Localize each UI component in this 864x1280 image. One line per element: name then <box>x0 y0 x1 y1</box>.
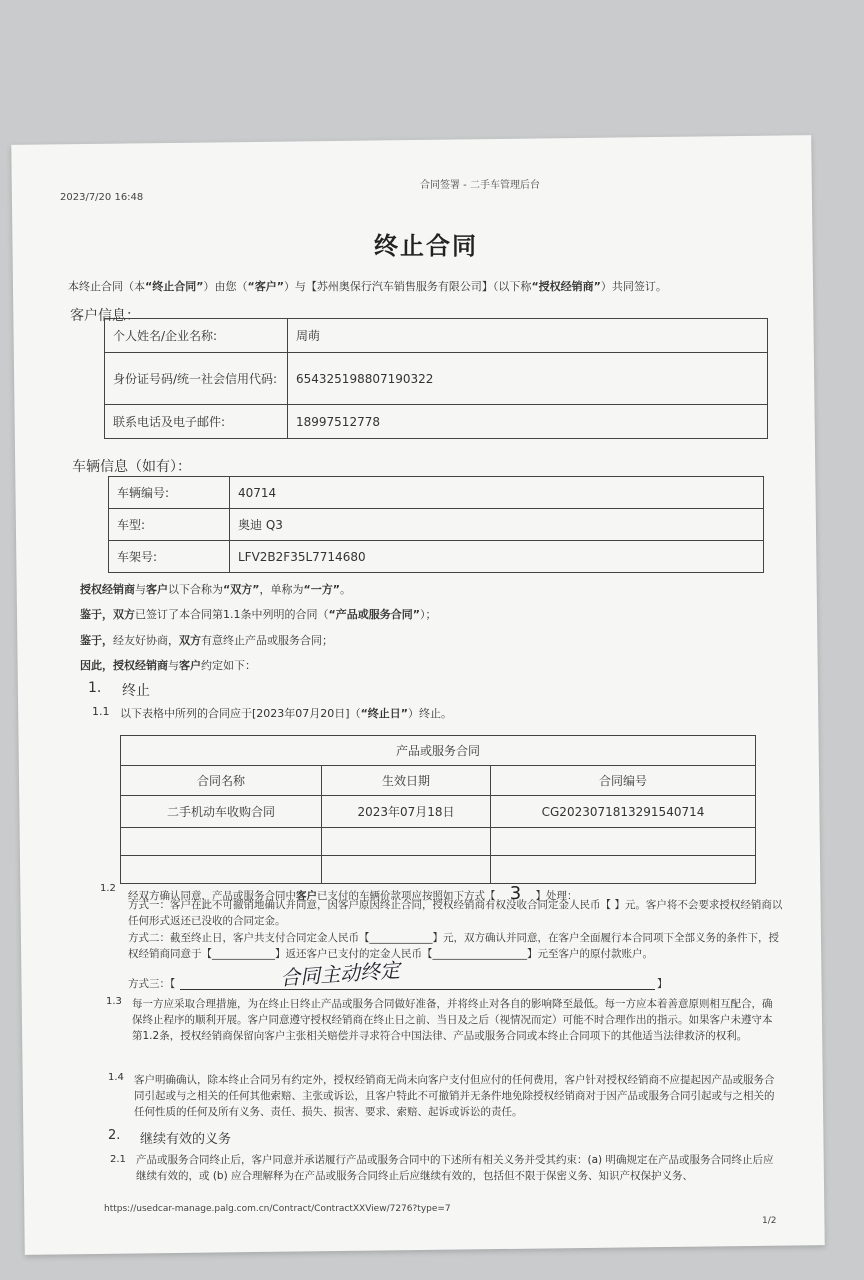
clause-1-2-method-1: 方式一：客户在此不可撤销地确认并同意，因客户原因终止合同，授权经销商有权没收合同定金人民币【 】元。客户将不会要求授权经销商以任何形式返还已没收的合同定金。 <box>128 899 783 927</box>
clause-1-2-method-3: 方式三：【 <box>128 978 176 990</box>
vehicle-value: LFV2B2F35L7714680 <box>230 541 764 573</box>
document-title: 终止合同 <box>374 232 478 260</box>
customer-label: 个人姓名/企业名称: <box>105 319 288 353</box>
recital-parties: 授权经销商与客户以下合称为“双方”，单称为“一方”。 <box>80 583 351 596</box>
contract-table-header-row <box>121 766 756 796</box>
table-cell <box>491 828 756 856</box>
contract-table-caption-row <box>121 736 756 766</box>
customer-info-heading: 客户信息： <box>70 308 140 324</box>
customer-label: 联系电话及电子邮件: <box>105 405 288 439</box>
clause-1-1-number: 1.1 <box>92 705 110 718</box>
vehicle-label: 车辆编号: <box>109 477 230 509</box>
recital-signed: 鉴于，双方已签订了本合同第1.1条中列明的合同（“产品或服务合同”）； <box>80 608 437 621</box>
section-2-title: 继续有效的义务 <box>140 1132 232 1147</box>
column-header: 合同编号 <box>491 766 756 796</box>
method-3-bracket-end: 】 <box>657 978 668 990</box>
customer-label: 身份证号码/统一社会信用代码: <box>105 353 288 405</box>
vehicle-row <box>109 477 764 509</box>
clause-2-1-number: 2.1 <box>110 1154 126 1165</box>
clause-2-1-text: 产品或服务合同终止后，客户同意并承诺履行产品或服务合同中的下述所有相关义务并受其约束：(a) 明确规定在产品或服务合同终止后应继续有效的，或 (b) 应合理解释为在产品或服务合同终止后应继续有效的，包括但不限于保密义务、知识产权保护义务、 <box>136 1154 774 1182</box>
vehicle-info-heading: 车辆信息（如有）： <box>72 459 191 475</box>
customer-value: 654325198807190322 <box>288 353 768 405</box>
clause-1-4-number: 1.4 <box>108 1072 124 1083</box>
table-cell: 二手机动车收购合同 <box>121 796 322 828</box>
clause-1-2-method-2: 方式二：截至终止日，客户共支付合同定金人民币【____________】元，双方确认并同意，在客户全面履行本合同项下全部义务的条件下，授权经销商同意于【____________】返还客户已支付的定金人民币【__________________】元至客户的原付款账户。 <box>128 932 779 960</box>
contract-table <box>120 735 756 884</box>
print-url: https://usedcar-manage.palg.com.cn/Contract/ContractXXView/7276?type=7 <box>104 1204 451 1214</box>
recital-negotiation: 鉴于，经友好协商，双方有意终止产品或服务合同； <box>80 634 333 647</box>
customer-row <box>105 405 768 439</box>
section-2-number: 2. <box>108 1128 121 1143</box>
page-number: 1/2 <box>762 1216 777 1226</box>
print-datetime: 2023/7/20 16:48 <box>60 192 144 203</box>
table-row <box>121 828 756 856</box>
table-cell <box>121 856 322 884</box>
clause-1-3-number: 1.3 <box>106 996 122 1007</box>
method-3-blank-line <box>180 989 655 990</box>
handwritten-method-3: 合同主动终定 <box>279 957 401 991</box>
customer-value: 18997512778 <box>288 405 768 439</box>
table-cell: CG2023071813291540714 <box>491 796 756 828</box>
customer-row <box>105 319 768 353</box>
clause-1-2-intro: 经双方确认同意，产品或服务合同中客户已支付的车辆价款项应按照如下方式【 3 】处理： <box>128 883 578 904</box>
table-row <box>121 796 756 828</box>
handwritten-mark: 3 <box>509 883 522 904</box>
clause-1-1-text: 以下表格中所列的合同应于[2023年07月20日]（“终止日”）终止。 <box>120 707 453 720</box>
intro-paragraph: 本终止合同（本“终止合同”）由您（“客户”）与【苏州奥保行汽车销售服务有限公司】（以下称“授权经销商”）共同签订。 <box>68 280 667 293</box>
recital-therefore: 因此，授权经销商与客户约定如下： <box>80 659 256 672</box>
customer-row <box>105 353 768 405</box>
section-1-title: 终止 <box>122 683 150 699</box>
vehicle-label: 车架号: <box>109 541 230 573</box>
clause-1-3-text: 每一方应采取合理措施，为在终止日终止产品或服务合同做好准备，并将终止对各自的影响降至最低。每一方应本着善意原则相互配合，确保终止程序的顺利开展。客户同意遵守授权经销商在终止日之前、当日及之后（视情况而定）可能不时合理作出的指示。如果客户未遵守本第1.2条，授权经销商保留向客户主张相关赔偿并寻求符合中国法律、产品或服务合同或本终止合同项下的其他适当法律救济的权利。 <box>132 998 773 1042</box>
table-cell <box>121 828 322 856</box>
customer-info-table <box>104 318 768 439</box>
table-cell <box>322 856 491 884</box>
table-cell: 2023年07月18日 <box>322 796 491 828</box>
print-page-title: 合同签署 - 二手车管理后台 <box>420 180 540 191</box>
column-header: 合同名称 <box>121 766 322 796</box>
clause-1-4-text: 客户明确确认，除本终止合同另有约定外，授权经销商无尚未向客户支付但应付的任何费用，客户针对授权经销商不应提起因产品或服务合同引起或与之相关的任何其他索赔、主张或诉讼，且客户特此不可撤销并无条件地免除授权经销商对于因产品或服务合同引起或与之相关的任何性质的任何及所有义务、责任、损失、损害、要求、索赔、起诉或诉讼的责任。 <box>134 1074 775 1118</box>
vehicle-label: 车型: <box>109 509 230 541</box>
clause-1-2-number: 1.2 <box>100 883 116 894</box>
vehicle-info-table <box>108 476 764 573</box>
vehicle-value: 40714 <box>230 477 764 509</box>
vehicle-row <box>109 541 764 573</box>
contract-table-caption: 产品或服务合同 <box>121 736 756 766</box>
customer-value: 周萌 <box>288 319 768 353</box>
table-cell <box>322 828 491 856</box>
table-cell <box>491 856 756 884</box>
table-row <box>121 856 756 884</box>
vehicle-value: 奥迪 Q3 <box>230 509 764 541</box>
vehicle-row <box>109 509 764 541</box>
section-1-number: 1. <box>88 680 102 696</box>
column-header: 生效日期 <box>322 766 491 796</box>
